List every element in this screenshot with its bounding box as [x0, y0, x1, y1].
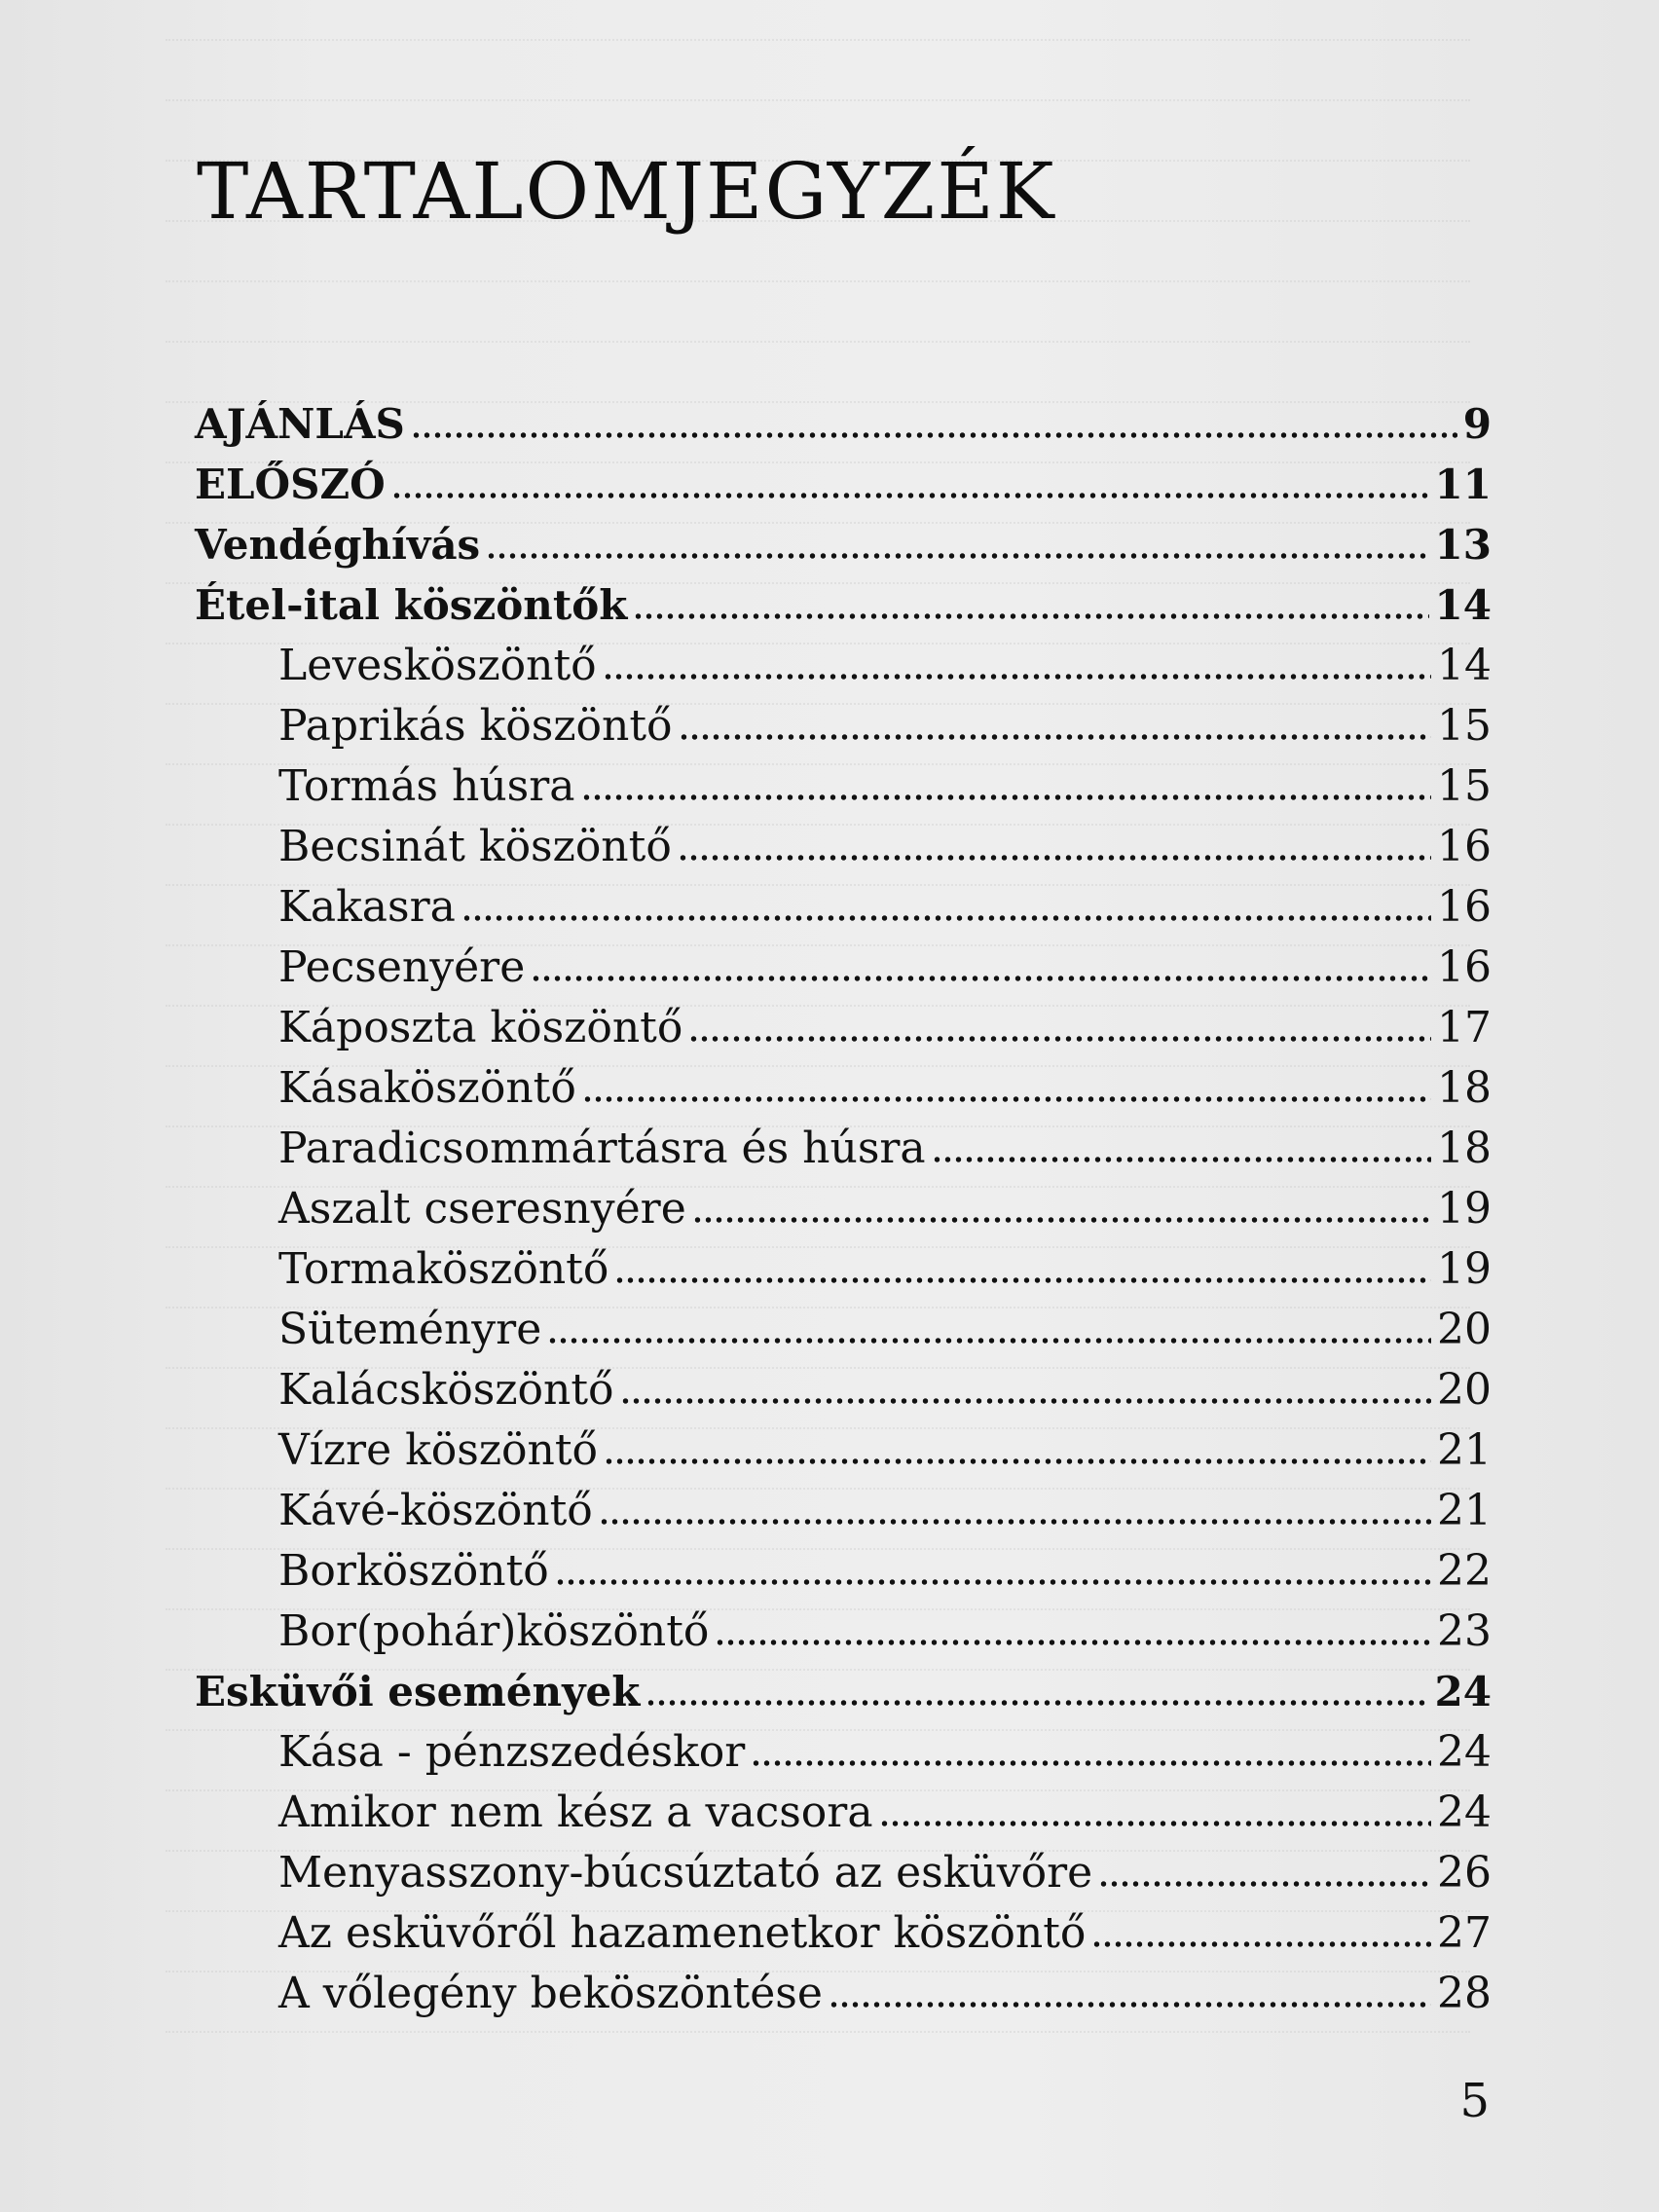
- dot-leader: [461, 914, 1431, 922]
- toc-entry: [195, 877, 1492, 938]
- toc-entry-title: Kakasra: [278, 882, 456, 932]
- dot-leader: [531, 975, 1431, 982]
- ghost-line: [166, 70, 1470, 101]
- dot-leader: [620, 1397, 1431, 1405]
- dot-leader: [603, 673, 1431, 681]
- toc-entry-title: Paradicsommártásra és húsra: [278, 1124, 926, 1173]
- toc-entry-title: Kalácsköszöntő: [278, 1365, 614, 1415]
- toc-entry-page: 20: [1437, 1305, 1492, 1354]
- page-title: TARTALOMJEGYZÉK: [197, 146, 1056, 237]
- toc-entry-page: 16: [1437, 882, 1492, 932]
- toc-entry-title: Kávé-köszöntő: [278, 1486, 593, 1535]
- toc-entry-title: Kásaköszöntő: [278, 1063, 576, 1113]
- toc-entry-page: 14: [1434, 581, 1492, 629]
- toc-entry: [195, 1058, 1492, 1119]
- dot-leader: [582, 1095, 1431, 1103]
- toc-entry-page: 24: [1437, 1727, 1492, 1777]
- toc-entry-page: 27: [1437, 1908, 1492, 1958]
- page-number: 5: [1459, 2074, 1490, 2128]
- toc-entry: [195, 1360, 1492, 1420]
- toc-entry: [195, 1239, 1492, 1300]
- toc-entry-page: 9: [1462, 400, 1492, 448]
- toc-section: [195, 394, 1492, 455]
- toc-entry-page: 16: [1437, 822, 1492, 871]
- dot-leader: [581, 793, 1432, 801]
- toc-entry-title: Amikor nem kész a vacsora: [278, 1788, 873, 1837]
- toc-entry-title: Bor(pohár)köszöntő: [278, 1606, 710, 1656]
- toc-entry: [195, 998, 1492, 1058]
- toc-entry-page: 22: [1437, 1546, 1492, 1596]
- toc-entry: [195, 696, 1492, 756]
- toc-entry: [195, 1783, 1492, 1843]
- dot-leader: [751, 1759, 1431, 1767]
- toc-entry-title: Esküvői események: [195, 1668, 641, 1715]
- toc-entry-title: AJÁNLÁS: [195, 400, 405, 448]
- dot-leader: [829, 2001, 1431, 2009]
- toc-entry-title: Pecsenyére: [278, 942, 526, 992]
- toc-entry-title: Becsinát köszöntő: [278, 822, 672, 871]
- toc-entry: [195, 636, 1492, 696]
- dot-leader: [547, 1337, 1431, 1345]
- toc-entry-page: 28: [1437, 1969, 1492, 2018]
- toc-entry-page: 18: [1437, 1063, 1492, 1113]
- toc-entry: [195, 1903, 1492, 1964]
- toc-entry: [195, 1119, 1492, 1179]
- table-of-contents: [195, 394, 1492, 2024]
- toc-entry-title: Levesköszöntő: [278, 641, 597, 690]
- toc-section: [195, 455, 1492, 515]
- toc-entry-title: Menyasszony-búcsúztató az esküvőre: [278, 1848, 1093, 1898]
- toc-entry-page: 15: [1437, 761, 1492, 811]
- toc-entry-title: Étel-ital köszöntők: [195, 581, 628, 629]
- dot-leader: [679, 733, 1431, 741]
- toc-entry-title: Vendéghívás: [195, 521, 481, 569]
- toc-entry-page: 18: [1437, 1124, 1492, 1173]
- toc-entry: [195, 756, 1492, 817]
- toc-entry-page: 14: [1437, 641, 1492, 690]
- toc-entry-title: Aszalt cseresnyére: [278, 1184, 686, 1234]
- dot-leader: [633, 612, 1428, 620]
- toc-entry-page: 20: [1437, 1365, 1492, 1415]
- dot-leader: [614, 1276, 1431, 1284]
- dot-leader: [678, 854, 1431, 862]
- toc-entry-title: Vízre köszöntő: [278, 1425, 599, 1475]
- ghost-line: [166, 312, 1470, 343]
- dot-leader: [599, 1518, 1431, 1526]
- toc-entry-title: A vőlegény beköszöntése: [278, 1969, 823, 2018]
- toc-entry-page: 19: [1437, 1184, 1492, 1234]
- toc-entry-page: 21: [1437, 1486, 1492, 1535]
- toc-entry-page: 17: [1437, 1003, 1492, 1052]
- ghost-line: [166, 251, 1470, 282]
- dot-leader: [411, 431, 1457, 439]
- toc-entry-page: 24: [1434, 1668, 1492, 1715]
- toc-entry-title: Borköszöntő: [278, 1546, 549, 1596]
- toc-entry: [195, 1420, 1492, 1481]
- toc-entry-page: 11: [1434, 461, 1492, 508]
- toc-entry: [195, 938, 1492, 998]
- dot-leader: [932, 1156, 1431, 1163]
- toc-entry-title: Káposzta köszöntő: [278, 1003, 683, 1052]
- dot-leader: [692, 1216, 1431, 1224]
- toc-entry-title: Az esküvőről hazamenetkor köszöntő: [278, 1908, 1087, 1958]
- dot-leader: [1091, 1940, 1431, 1948]
- toc-entry-page: 15: [1437, 701, 1492, 751]
- toc-entry: [195, 1964, 1492, 2024]
- toc-entry-title: Kása - pénzszedéskor: [278, 1727, 746, 1777]
- toc-entry: [195, 1179, 1492, 1239]
- toc-section: [195, 1662, 1492, 1722]
- dot-leader: [879, 1820, 1431, 1827]
- toc-entry: [195, 1602, 1492, 1662]
- toc-entry-page: 23: [1437, 1606, 1492, 1656]
- toc-entry-page: 19: [1437, 1244, 1492, 1294]
- toc-entry-title: Süteményre: [278, 1305, 542, 1354]
- toc-entry: [195, 1541, 1492, 1602]
- dot-leader: [645, 1699, 1428, 1707]
- toc-entry: [195, 1300, 1492, 1360]
- toc-entry-page: 13: [1434, 521, 1492, 569]
- ghost-line: [166, 10, 1470, 41]
- dot-leader: [486, 552, 1428, 560]
- dot-leader: [604, 1457, 1431, 1465]
- toc-entry: [195, 817, 1492, 877]
- dot-leader: [391, 492, 1429, 499]
- toc-entry-title: Tormás húsra: [278, 761, 575, 811]
- toc-entry-title: Paprikás köszöntő: [278, 701, 673, 751]
- toc-entry-page: 26: [1437, 1848, 1492, 1898]
- toc-section: [195, 575, 1492, 636]
- toc-entry-page: 16: [1437, 942, 1492, 992]
- toc-section: [195, 515, 1492, 575]
- toc-entry-title: Tormaköszöntő: [278, 1244, 609, 1294]
- toc-entry-page: 21: [1437, 1425, 1492, 1475]
- dot-leader: [1098, 1880, 1431, 1888]
- toc-entry: [195, 1481, 1492, 1541]
- toc-entry: [195, 1843, 1492, 1903]
- dot-leader: [715, 1639, 1431, 1646]
- toc-entry-page: 24: [1437, 1788, 1492, 1837]
- toc-entry: [195, 1722, 1492, 1783]
- toc-entry-title: ELŐSZÓ: [195, 461, 386, 508]
- dot-leader: [555, 1578, 1431, 1586]
- dot-leader: [688, 1035, 1431, 1043]
